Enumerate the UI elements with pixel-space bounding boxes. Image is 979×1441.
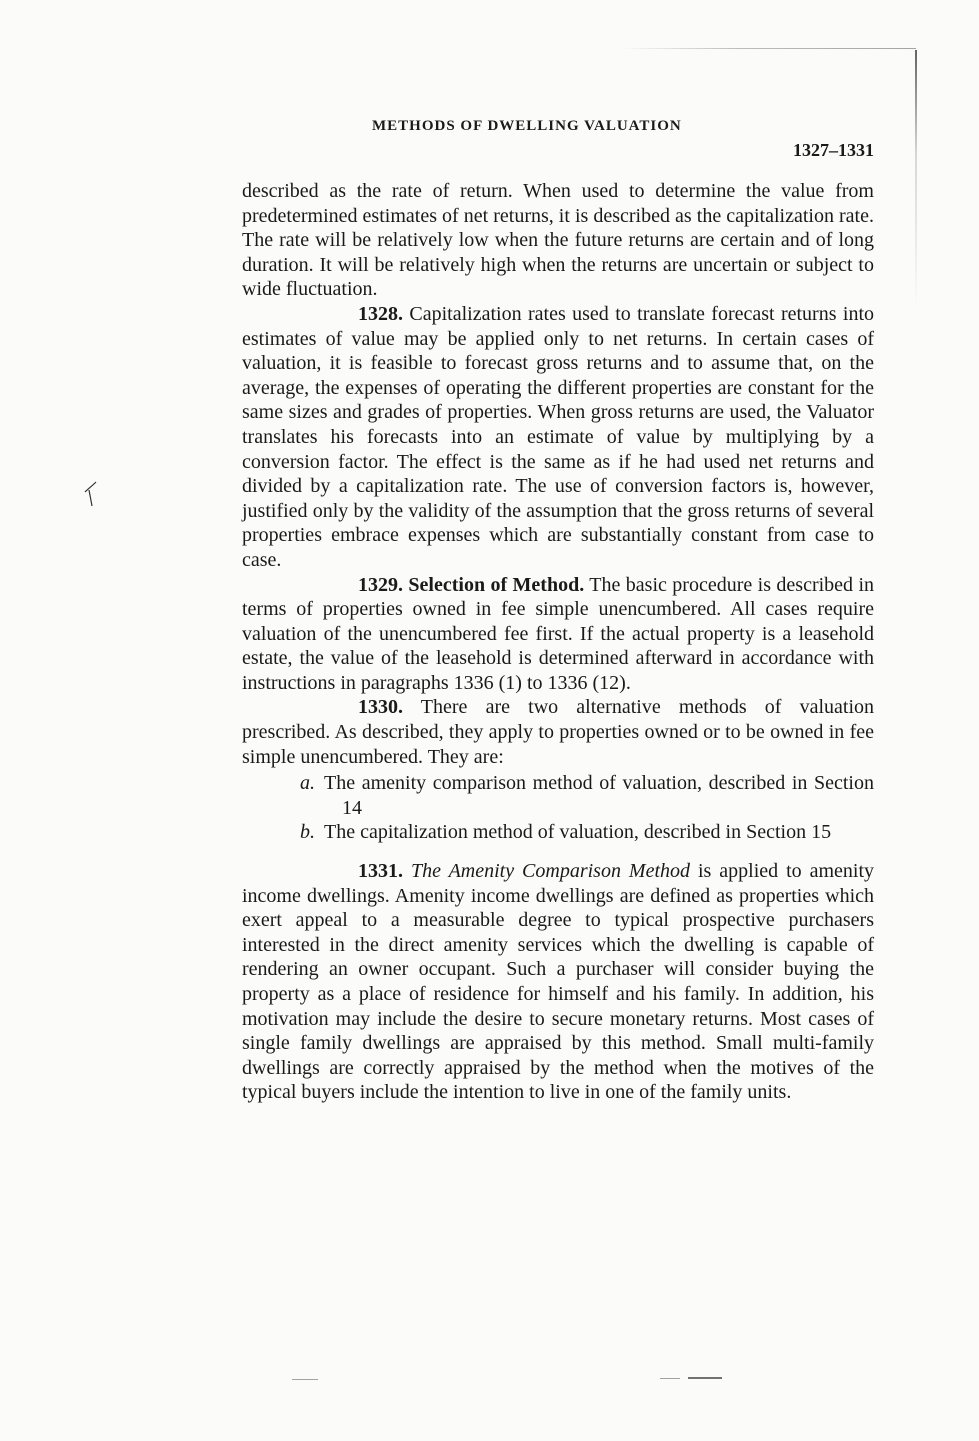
list-text: The capitalization method of valuation, described in Section 15 xyxy=(324,821,832,844)
body-text xyxy=(242,179,874,1105)
page-range: 1327–1331 xyxy=(793,140,874,160)
paragraph-text: The basic procedure is described in terms of properties owned in fee simple unencumbered. All cases require valuation of the unencumbered fee first. If the actual property is a leasehold estate, the value of the leasehold is determined afterward in accordance with instructions in paragraphs 1336 (1) to 1336 (12). xyxy=(242,573,875,694)
paragraph-1331 xyxy=(242,859,874,1105)
list-item xyxy=(300,771,874,820)
paragraph-number: 1328. xyxy=(358,302,403,325)
paragraph-continued: described as the rate of return. When used to determine the value from predetermined estimates of net returns, it is described as the capitalization rate. The rate will be relatively low when the future returns are certain and of long duration. It will be relatively high when the returns are uncertain or subject to wide fluctuation. xyxy=(242,180,874,301)
running-head: METHODS OF DWELLING VALUATION xyxy=(372,118,682,134)
paragraph-1329 xyxy=(242,573,874,696)
paragraph-1328 xyxy=(242,302,874,573)
margin-pencil-mark xyxy=(84,480,98,508)
scan-artifact xyxy=(660,1378,680,1379)
scan-edge-top xyxy=(620,48,916,49)
paragraph-text: There are two alternative methods of valuation prescribed. As described, they apply to properties owned or to be owned in fee simple unencumbered. They are: xyxy=(242,696,875,768)
paragraph-number: 1329. xyxy=(358,573,403,596)
list-letter: b. xyxy=(300,821,315,844)
paragraph-number: 1330. xyxy=(358,696,403,719)
method-list xyxy=(242,771,874,845)
list-text: The amenity comparison method of valuation, described in Section 14 xyxy=(324,772,874,819)
scan-edge-right xyxy=(915,50,917,310)
scan-artifact xyxy=(292,1379,318,1380)
paragraph-1330 xyxy=(242,695,874,769)
scan-artifact xyxy=(688,1377,722,1379)
paragraph-italic-term: The Amenity Comparison Method xyxy=(410,860,690,883)
paragraph-text: Capitalization rates used to translate forecast returns into estimates of value may be applied only to net returns. In certain cases of valuation, it is feasible to forecast gross returns and to assume that, on the average, the expenses of operating the different properties are constant for the same sizes and grades of properties. When gross returns are used, the Valuator translates his forecasts into an estimate of value by multiplying by a conversion factor. The effect is the same as if he had used net returns and divided by a capitalization rate. The use of conversion factors is, however, justified only by the validity of the assumption that the gross returns of several properties embrace expenses which are substantially constant from case to case. xyxy=(242,302,875,571)
list-letter: a. xyxy=(300,772,315,795)
paragraph-heading: Selection of Method. xyxy=(408,573,585,596)
list-item xyxy=(300,820,874,845)
paragraph-number: 1331. xyxy=(358,860,403,883)
paragraph-text: is applied to amenity income dwellings. Amenity income dwellings are defined as properties which exert appeal to a measurable degree to typical prospective purchasers interested in the direct amenity services which the dwelling is capable of rendering an owner occupant. Such a purchaser will consider buying the property as a place of residence for himself and his family. In addition, his motivation may include the desire to secure monetary returns. Most cases of single family dwellings are appraised by this method. Small multi-family dwellings are correctly appraised by the method when the motives of the typical buyers include the intention to live in one of the family units. xyxy=(242,860,875,1104)
